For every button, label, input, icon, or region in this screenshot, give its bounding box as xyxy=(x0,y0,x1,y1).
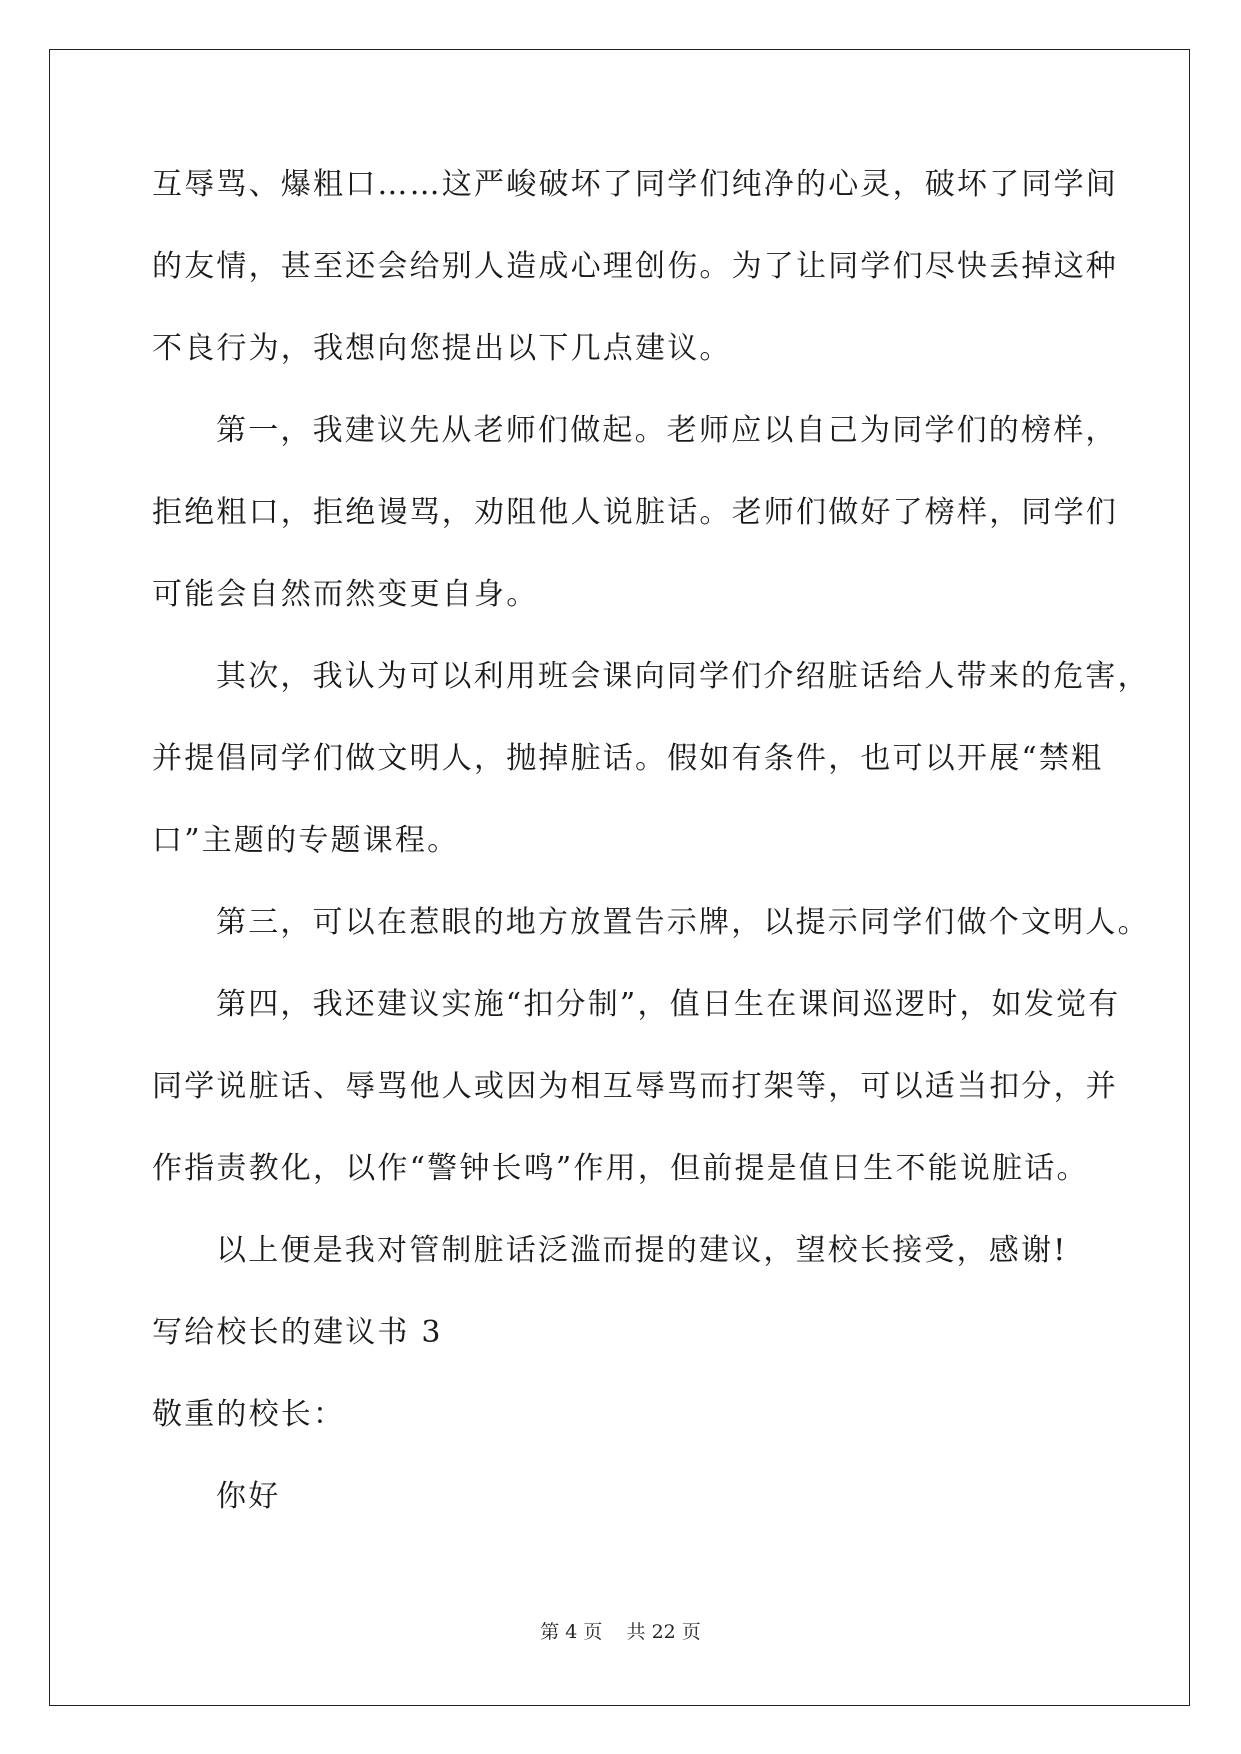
text-line: 拒绝粗口，拒绝谩骂，劝阻他人说脏话。老师们做好了榜样，同学们 xyxy=(152,495,1118,530)
text-line: 不良行为，我想向您提出以下几点建议。 xyxy=(152,331,732,366)
text-line: 第一，我建议先从老师们做起。老师应以自己为同学们的榜样， xyxy=(216,413,1118,448)
greeting: 你好 xyxy=(216,1479,281,1514)
page-total: 共 22 页 xyxy=(626,1621,701,1643)
text-line: 第三，可以在惹眼的地方放置告示牌，以提示同学们做个文明人。 xyxy=(216,905,1150,940)
text-line: 的友情，甚至还会给别人造成心理创伤。为了让同学们尽快丢掉这种 xyxy=(152,249,1118,284)
text-line: 互辱骂、爆粗口……这严峻破坏了同学们纯净的心灵，破坏了同学间 xyxy=(152,167,1118,202)
text-line: 第四，我还建议实施“扣分制”，值日生在课间巡逻时，如发觉有 xyxy=(216,987,1121,1022)
text-line: 以上便是我对管制脏话泛滥而提的建议，望校长接受，感谢! xyxy=(216,1233,1068,1268)
document-body xyxy=(152,160,1150,1554)
text-line: 口”主题的专题课程。 xyxy=(152,823,460,858)
text-line: 作指责教化，以作“警钟长鸣”作用，但前提是值日生不能说脏话。 xyxy=(152,1151,1089,1186)
page-footer xyxy=(0,1617,1241,1644)
salutation: 敬重的校长： xyxy=(152,1397,346,1432)
text-line: 可能会自然而然变更自身。 xyxy=(152,577,539,612)
page-number: 第 4 页 xyxy=(540,1621,603,1643)
text-line: 并提倡同学们做文明人，抛掉脏话。假如有条件，也可以开展“禁粗 xyxy=(152,741,1104,776)
text-line: 同学说脏话、辱骂他人或因为相互辱骂而打架等，可以适当扣分，并 xyxy=(152,1069,1118,1104)
section-heading: 写给校长的建议书 3 xyxy=(152,1315,443,1350)
text-line: 其次，我认为可以利用班会课向同学们介绍脏话给人带来的危害， xyxy=(216,659,1150,694)
